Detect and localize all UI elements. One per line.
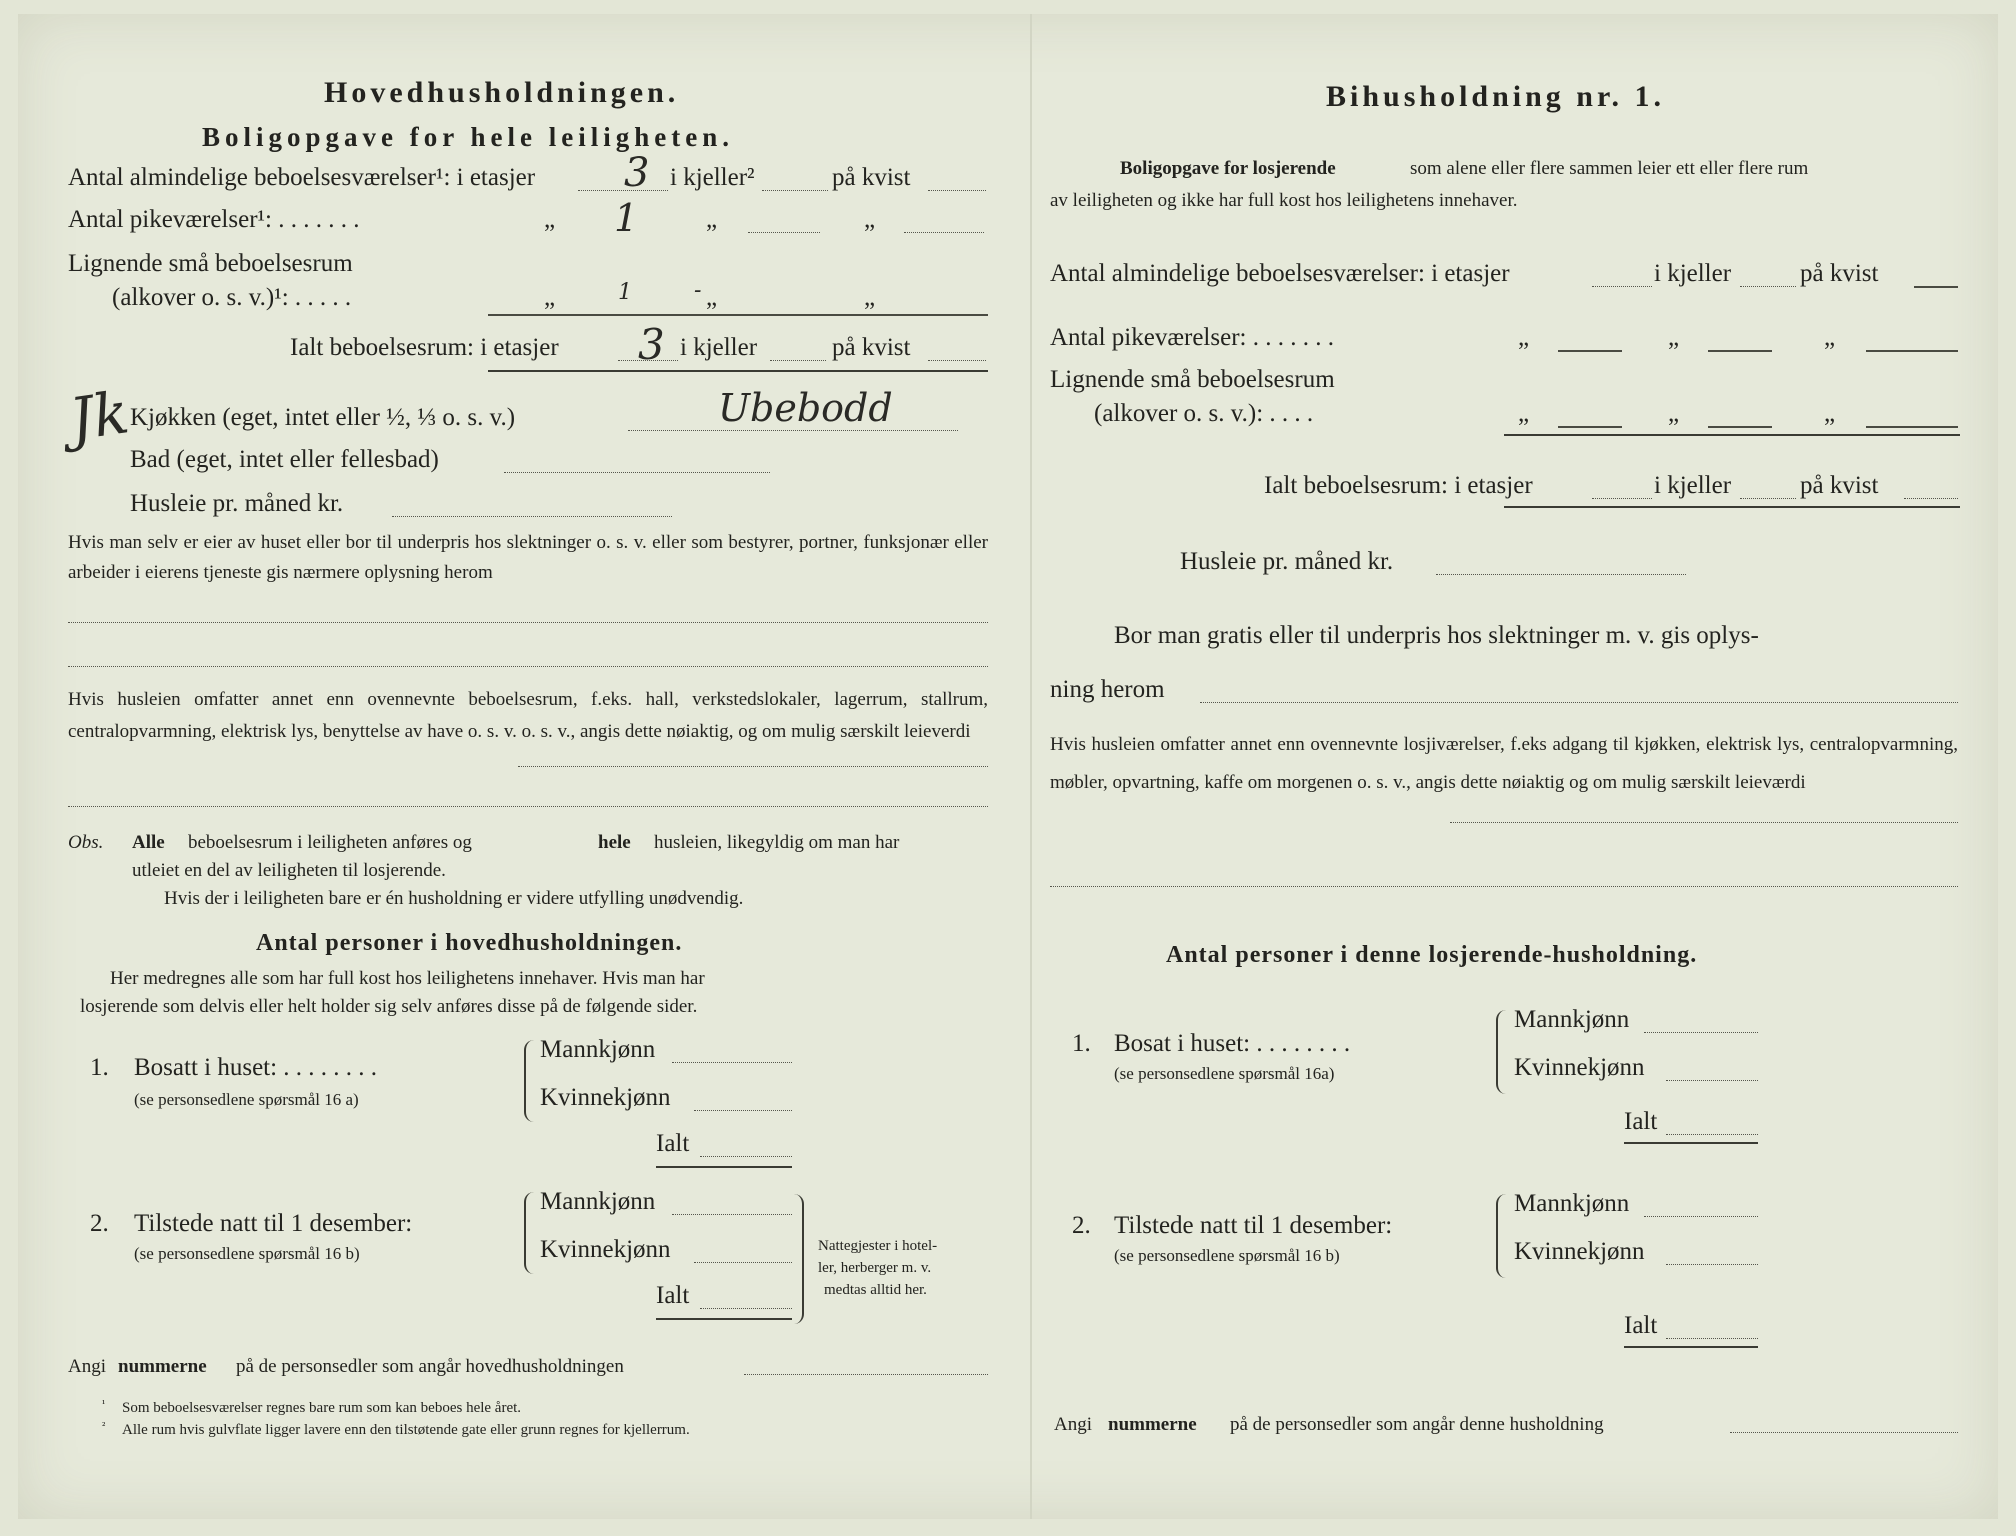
right-total-kvist-line bbox=[1904, 498, 1958, 499]
right-q1-number: 1. bbox=[1072, 1030, 1091, 1057]
right-q2-mann-line bbox=[1644, 1216, 1758, 1217]
left-q2-brace bbox=[524, 1192, 536, 1274]
left-row1-etasjer-value: 3 bbox=[624, 150, 650, 196]
left-total-etasjer-line bbox=[618, 360, 678, 361]
left-q2-kvinne-line bbox=[694, 1262, 792, 1263]
left-footnote1: Som beboelsesværelser regnes bare rum som kan beboes hele året. bbox=[122, 1400, 522, 1416]
page-fold bbox=[1030, 14, 1032, 1519]
left-row3-quote2: „ bbox=[706, 284, 718, 311]
right-q1-ialt-label: Ialt bbox=[1624, 1108, 1658, 1135]
left-row2-kjeller-line bbox=[748, 232, 820, 233]
right-row3-etasjer-line bbox=[1558, 426, 1622, 428]
right-angi-nummerne: nummerne bbox=[1108, 1414, 1197, 1435]
right-q1-brace bbox=[1496, 1010, 1508, 1094]
right-q1-mann-line bbox=[1644, 1032, 1758, 1033]
left-footnote2-mark: ² bbox=[102, 1420, 106, 1432]
left-bath-label: Bad (eget, intet eller fellesbad) bbox=[130, 446, 439, 473]
left-para-extra-line2 bbox=[68, 806, 988, 807]
left-bath-line bbox=[504, 472, 770, 473]
right-total-kjeller-label: i kjeller bbox=[1654, 472, 1732, 499]
left-q2-ialt-line bbox=[700, 1308, 792, 1309]
right-row3-quote3: „ bbox=[1824, 400, 1836, 427]
left-persons-text-1: Her medregnes alle som har full kost hos leilighetens innehaver. Hvis man har bbox=[110, 968, 705, 989]
left-total-kjeller-line bbox=[770, 360, 826, 361]
left-para-extra-line1 bbox=[518, 766, 988, 767]
right-row3-label-a: Lignende små beboelsesrum bbox=[1050, 366, 1335, 393]
left-q1-kvinne-line bbox=[694, 1110, 792, 1111]
left-row1-kjeller-label: i kjeller² bbox=[670, 164, 755, 191]
left-obs-line2: utleiet en del av leiligheten til losjerende. bbox=[132, 860, 446, 881]
right-row2-etasjer-line bbox=[1558, 350, 1622, 352]
right-intro-rest: som alene eller flere sammen leier ett eller flere rum bbox=[1410, 158, 1809, 179]
right-q1-mann-label: Mannkjønn bbox=[1514, 1006, 1630, 1033]
left-row3-etasjer-value: 1 bbox=[618, 280, 632, 305]
right-row1-kjeller-label: i kjeller bbox=[1654, 260, 1732, 287]
right-para: Hvis husleien omfatter annet enn ovennevnte losjiværelser, f.eks adgang til kjøkken, elektrisk lys, centralopvarmning, møbler, opvartning, kaffe om morgenen o. s. v., angis dette nøiaktig og om mulig særskilt leieværdi bbox=[1050, 734, 1958, 793]
right-q1-ialt-rule bbox=[1624, 1142, 1758, 1144]
left-rent-label: Husleie pr. måned kr. bbox=[130, 490, 344, 517]
right-row2-kjeller-line bbox=[1708, 350, 1772, 352]
left-q2-label: Tilstede natt til 1 desember: bbox=[134, 1210, 413, 1237]
left-q1-ialt-line bbox=[700, 1156, 792, 1157]
left-subtotal-rule bbox=[488, 314, 988, 316]
right-row1-kvist-line bbox=[1914, 286, 1958, 288]
right-total-label: Ialt beboelsesrum: i etasjer bbox=[1264, 472, 1533, 499]
right-q2-kvinne-label: Kvinnekjønn bbox=[1514, 1238, 1645, 1265]
left-total-rule bbox=[488, 370, 988, 372]
right-total-etasjer-line bbox=[1592, 498, 1652, 499]
left-q2-number: 2. bbox=[90, 1210, 109, 1237]
left-row3-label-b: (alkover o. s. v.)¹: . . . . . bbox=[112, 284, 352, 311]
left-total-etasjer-value: 3 bbox=[638, 320, 665, 369]
right-row3-kvist-line bbox=[1866, 426, 1958, 428]
left-q1-number: 1. bbox=[90, 1054, 109, 1081]
right-row3-kjeller-line bbox=[1708, 426, 1772, 428]
left-q1-brace bbox=[524, 1040, 536, 1122]
right-total-kvist-label: på kvist bbox=[1800, 472, 1879, 499]
left-q1-ialt-rule bbox=[656, 1166, 792, 1168]
left-row1-kvist-line bbox=[928, 190, 986, 191]
right-intro-bold: Boligopgave for losjerende bbox=[1120, 158, 1336, 179]
left-row2-kvist-line bbox=[904, 232, 984, 233]
left-obs-label: Obs. bbox=[68, 832, 104, 853]
right-row2-kvist-line bbox=[1866, 350, 1958, 352]
left-kitchen-line bbox=[628, 430, 958, 431]
left-q2-ialt-label: Ialt bbox=[656, 1282, 690, 1309]
left-obs-alle: Alle bbox=[132, 832, 165, 853]
right-q2-kvinne-line bbox=[1666, 1264, 1758, 1265]
left-kitchen-value: Ubebodd bbox=[718, 386, 893, 430]
left-row1-label: Antal almindelige beboelsesværelser¹: i etasjer bbox=[68, 164, 536, 191]
left-note-line1: Nattegjester i hotel- bbox=[818, 1238, 938, 1254]
left-total-kjeller-label: i kjeller bbox=[680, 334, 758, 361]
left-note-line3: medtas alltid her. bbox=[824, 1282, 927, 1298]
right-row3-quote2: „ bbox=[1668, 400, 1680, 427]
left-rent-line bbox=[392, 516, 672, 517]
right-rent-label: Husleie pr. måned kr. bbox=[1180, 548, 1394, 575]
left-angi-word: Angi bbox=[68, 1356, 106, 1377]
right-q2-ialt-rule bbox=[1624, 1346, 1758, 1348]
left-total-kvist-label: på kvist bbox=[832, 334, 911, 361]
right-intro-line2: av leiligheten og ikke har full kost hos leilighetens innehaver. bbox=[1050, 190, 1518, 211]
left-angi-nummerne: nummerne bbox=[118, 1356, 207, 1377]
left-angi-line bbox=[744, 1374, 988, 1375]
right-q1-kvinne-line bbox=[1666, 1080, 1758, 1081]
left-q1-kvinne-label: Kvinnekjønn bbox=[540, 1084, 671, 1111]
left-footnote1-mark: ¹ bbox=[102, 1398, 106, 1410]
right-q1-kvinne-label: Kvinnekjønn bbox=[1514, 1054, 1645, 1081]
right-q1-sub: (se personsedlene spørsmål 16a) bbox=[1114, 1064, 1335, 1083]
left-row1-etasjer-line bbox=[578, 190, 668, 191]
census-form-sheet bbox=[18, 14, 1998, 1519]
left-q2-ialt-rule bbox=[656, 1318, 792, 1320]
right-q2-ialt-label: Ialt bbox=[1624, 1312, 1658, 1339]
right-row3-quote1: „ bbox=[1518, 400, 1530, 427]
left-q1-label: Bosatt i huset: . . . . . . . . bbox=[134, 1054, 378, 1081]
left-total-label: Ialt beboelsesrum: i etasjer bbox=[290, 334, 559, 361]
right-rent-line bbox=[1436, 574, 1686, 575]
left-q1-mann-label: Mannkjønn bbox=[540, 1036, 656, 1063]
left-footnote2: Alle rum hvis gulvflate ligger lavere enn den tilstøtende gate eller grunn regnes for kjellerrum. bbox=[122, 1422, 690, 1438]
left-persons-text-2: losjerende som delvis eller helt holder sig selv anføres disse på de følgende sider. bbox=[80, 996, 698, 1017]
left-row2-etasjer-value: 1 bbox=[614, 196, 639, 240]
left-row3-quote3: „ bbox=[864, 284, 876, 311]
left-row1-kvist-label: på kvist bbox=[832, 164, 911, 191]
right-angi-word: Angi bbox=[1054, 1414, 1092, 1435]
right-q2-number: 2. bbox=[1072, 1212, 1091, 1239]
right-subtotal-rule bbox=[1504, 434, 1960, 436]
right-row2-quote1: „ bbox=[1518, 324, 1530, 351]
left-total-kvist-line bbox=[928, 360, 986, 361]
right-q1-label: Bosat i huset: . . . . . . . . bbox=[1114, 1030, 1351, 1057]
left-obs-hele: hele bbox=[598, 832, 631, 853]
right-gratis-line2: ning herom bbox=[1050, 676, 1165, 703]
left-q1-ialt-label: Ialt bbox=[656, 1130, 690, 1157]
right-angi-line bbox=[1730, 1432, 1958, 1433]
left-q1-mann-line bbox=[672, 1062, 792, 1063]
left-row3-quote1: „ bbox=[544, 284, 556, 311]
left-title: Hovedhusholdningen. bbox=[324, 76, 680, 109]
right-total-rule bbox=[1504, 506, 1960, 508]
left-q2-mann-label: Mannkjønn bbox=[540, 1188, 656, 1215]
right-q2-mann-label: Mannkjønn bbox=[1514, 1190, 1630, 1217]
left-note-line2: ler, herberger m. v. bbox=[818, 1260, 932, 1276]
left-para-extra: Hvis husleien omfatter annet enn ovennevnte beboelsesrum, f.eks. hall, verkstedslokaler, lagerrum, stallrum, centralopvarmning, elektrisk lys, benyttelse av have o. s. v. o. s. v., angis dette nøiaktig, og om mulig særskilt leieverdi bbox=[68, 689, 988, 742]
left-para-owner-line1 bbox=[68, 622, 988, 623]
right-row3-label-b: (alkover o. s. v.): . . . . bbox=[1094, 400, 1314, 427]
right-row1-kvist-label: på kvist bbox=[1800, 260, 1879, 287]
right-persons-title: Antal personer i denne losjerende-husholdning. bbox=[1166, 942, 1698, 968]
left-para-owner: Hvis man selv er eier av huset eller bor til underpris hos slektninger o. s. v. eller som bestyrer, portner, funksjonær eller arbeider i eierens tjeneste gis nærmere oplysning herom bbox=[68, 532, 988, 583]
right-para-line2 bbox=[1050, 886, 1958, 887]
right-row1-label: Antal almindelige beboelsesværelser: i etasjer bbox=[1050, 260, 1510, 287]
left-row2-quote2: „ bbox=[706, 206, 718, 233]
left-row2-label: Antal pikeværelser¹: . . . . . . . bbox=[68, 206, 360, 233]
right-q1-ialt-line bbox=[1666, 1134, 1758, 1135]
right-q2-sub: (se personsedlene spørsmål 16 b) bbox=[1114, 1246, 1340, 1265]
left-kitchen-label: Kjøkken (eget, intet eller ½, ⅓ o. s. v.) bbox=[130, 404, 516, 431]
right-q2-ialt-line bbox=[1666, 1338, 1758, 1339]
left-margin-handwritten-mark: Jk bbox=[65, 378, 133, 454]
left-q2-sub: (se personsedlene spørsmål 16 b) bbox=[134, 1244, 360, 1263]
right-title: Bihusholdning nr. 1. bbox=[1326, 80, 1666, 113]
right-gratis-line bbox=[1200, 702, 1958, 703]
left-para-owner-line2 bbox=[68, 666, 988, 667]
right-gratis-line1: Bor man gratis eller til underpris hos slektninger m. v. gis oplys- bbox=[1114, 622, 1759, 649]
left-obs-text-a: beboelsesrum i leiligheten anføres og bbox=[188, 832, 472, 853]
left-q1-sub: (se personsedlene spørsmål 16 a) bbox=[134, 1090, 359, 1109]
left-q2-kvinne-label: Kvinnekjønn bbox=[540, 1236, 671, 1263]
left-subtitle: Boligopgave for hele leiligheten. bbox=[202, 122, 734, 152]
right-total-kjeller-line bbox=[1740, 498, 1796, 499]
left-row3-label-a: Lignende små beboelsesrum bbox=[68, 250, 353, 277]
right-row1-kjeller-line bbox=[1740, 286, 1796, 287]
right-angi-rest: på de personsedler som angår denne husholdning bbox=[1230, 1414, 1604, 1435]
left-angi-rest: på de personsedler som angår hovedhusholdningen bbox=[236, 1356, 624, 1377]
left-obs-text-b: husleien, likegyldig om man har bbox=[654, 832, 900, 853]
right-q2-brace bbox=[1496, 1194, 1508, 1278]
right-row2-label: Antal pikeværelser: . . . . . . . bbox=[1050, 324, 1334, 351]
left-persons-title: Antal personer i hovedhusholdningen. bbox=[256, 930, 683, 956]
left-row2-quote1: „ bbox=[544, 206, 556, 233]
right-para-line1 bbox=[1450, 822, 1958, 823]
right-row2-quote3: „ bbox=[1824, 324, 1836, 351]
right-row2-quote2: „ bbox=[1668, 324, 1680, 351]
left-row1-kjeller-line bbox=[762, 190, 828, 191]
left-obs-line3: Hvis der i leiligheten bare er én husholdning er videre utfylling unødvendig. bbox=[164, 888, 744, 909]
right-row1-etasjer-line bbox=[1592, 286, 1652, 287]
left-q2-right-brace bbox=[792, 1194, 804, 1324]
left-q2-mann-line bbox=[672, 1214, 792, 1215]
left-row3-kjeller-value: - bbox=[694, 278, 702, 303]
left-row2-quote3: „ bbox=[864, 206, 876, 233]
right-q2-label: Tilstede natt til 1 desember: bbox=[1114, 1212, 1393, 1239]
